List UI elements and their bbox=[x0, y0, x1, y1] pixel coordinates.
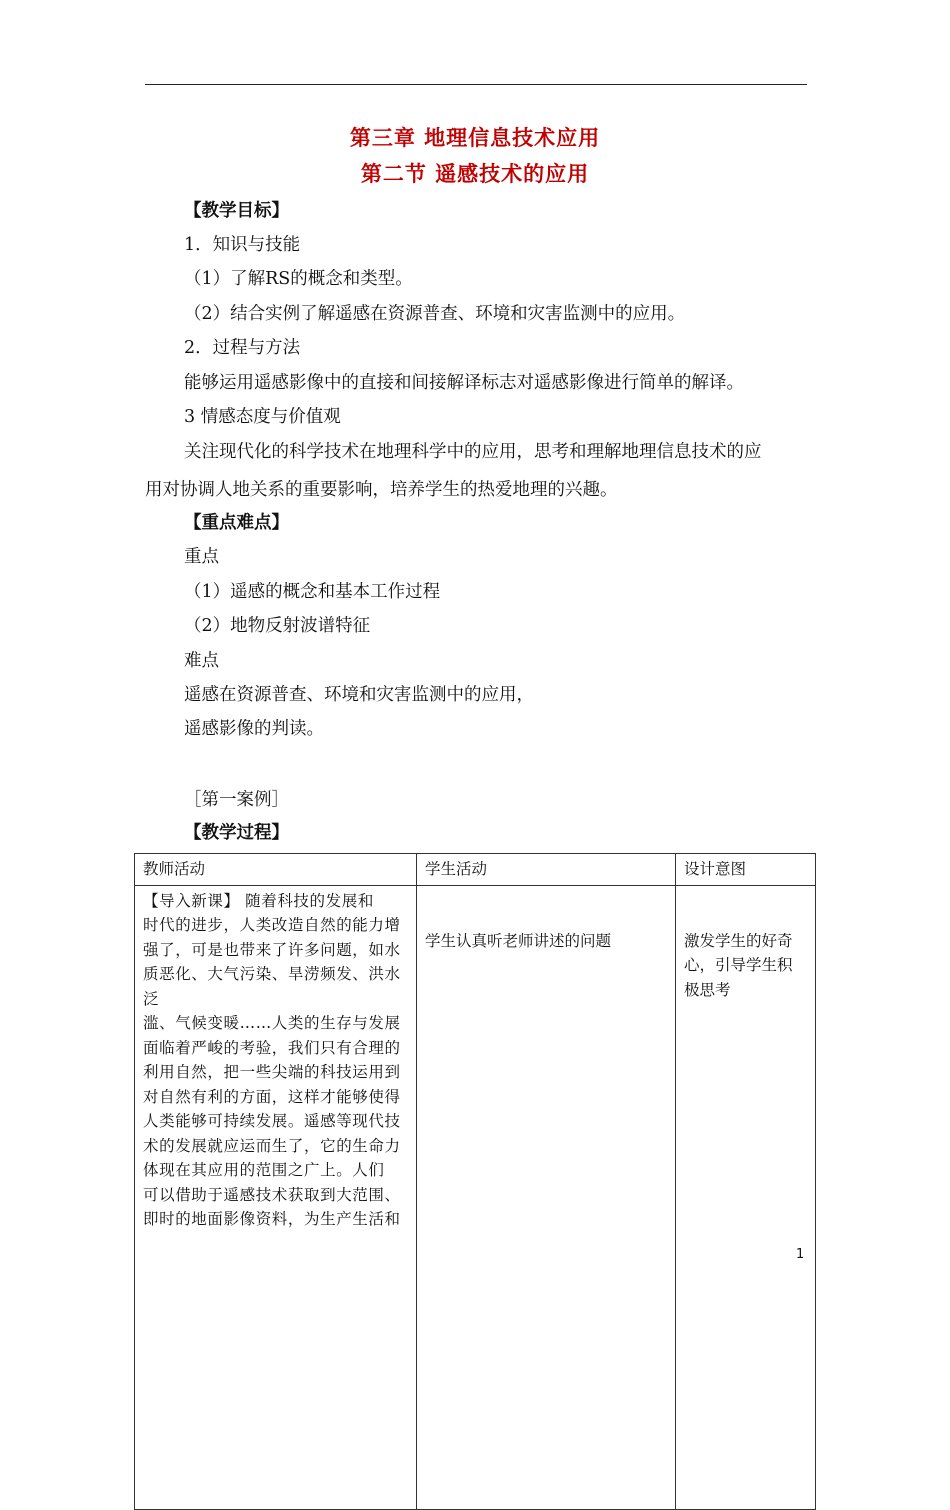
teacher-line: 对自然有利的方面，这样才能够使得 bbox=[143, 1087, 401, 1106]
key-point-line: （2）地物反射波谱特征 bbox=[184, 616, 371, 636]
page-number: 1 bbox=[796, 1247, 805, 1262]
key-point-line: （1）遥感的概念和基本工作过程 bbox=[184, 582, 441, 602]
header-rule bbox=[145, 84, 807, 85]
key-point-line: 重点 bbox=[184, 547, 219, 567]
student-activity-cell bbox=[417, 885, 676, 1509]
key-points-heading: 【重点难点】 bbox=[184, 513, 289, 533]
header-student-activity: 学生活动 bbox=[417, 854, 676, 886]
teacher-line: 术的发展就应运而生了，它的生命力 bbox=[143, 1136, 401, 1155]
teacher-line: 时代的进步，人类改造自然的能力增 bbox=[143, 916, 401, 934]
intent-line: 极思考 bbox=[684, 980, 731, 999]
header-design-intent: 设计意图 bbox=[676, 854, 816, 886]
teacher-line: 【导入新课】 随着科技的发展和 bbox=[143, 891, 374, 910]
objective-line: 用对协调人地关系的重要影响，培养学生的热爱地理的兴趣。 bbox=[145, 480, 618, 500]
objective-line: 关注现代化的科学技术在地理科学中的应用，思考和理解地理信息技术的应 bbox=[184, 442, 762, 462]
objectives-heading: 【教学目标】 bbox=[184, 201, 289, 221]
table-header-row bbox=[135, 854, 816, 886]
intent-line: 心，引导学生积 bbox=[684, 956, 793, 974]
objective-line: 2．过程与方法 bbox=[184, 338, 301, 358]
teacher-line: 体现在其应用的范围之广上。人们 bbox=[143, 1161, 385, 1179]
intent-line: 激发学生的好奇 bbox=[684, 931, 793, 950]
process-heading: 【教学过程】 bbox=[184, 823, 289, 843]
objective-line: 3 情感态度与价值观 bbox=[184, 407, 341, 427]
chapter-title: 第三章 地理信息技术应用 bbox=[349, 126, 601, 150]
design-intent-cell bbox=[676, 885, 816, 1509]
teacher-line: 即时的地面影像资料，为生产生活和 bbox=[143, 1210, 401, 1228]
teaching-process-table bbox=[134, 853, 816, 1510]
student-activity-text: 学生认真听老师讲述的问题 bbox=[425, 931, 612, 950]
objective-line: 能够运用遥感影像中的直接和间接解译标志对遥感影像进行简单的解译。 bbox=[184, 373, 744, 393]
teacher-line: 利用自然，把一些尖端的科技运用到 bbox=[143, 1063, 401, 1081]
teacher-line: 强了，可是也带来了许多问题，如水 bbox=[143, 940, 401, 959]
teacher-line: 人类能够可持续发展。遥感等现代技 bbox=[143, 1112, 401, 1130]
teacher-line: 质恶化、大气污染、旱涝频发、洪水泛 bbox=[143, 965, 401, 1008]
case-label: ［第一案例］ bbox=[184, 790, 289, 810]
objective-line: （1）了解RS的概念和类型。 bbox=[184, 269, 413, 289]
header-teacher-activity: 教师活动 bbox=[135, 854, 417, 886]
key-point-line: 遥感在资源普查、环境和灾害监测中的应用， bbox=[184, 685, 534, 705]
key-point-line: 难点 bbox=[184, 651, 219, 671]
section-title: 第二节 遥感技术的应用 bbox=[360, 162, 590, 186]
teacher-line: 面临着严峻的考验，我们只有合理的 bbox=[143, 1038, 401, 1057]
objective-line: 1．知识与技能 bbox=[184, 235, 301, 255]
table-row bbox=[135, 885, 816, 1509]
teacher-activity-cell bbox=[135, 885, 417, 1509]
teacher-line: 可以借助于遥感技术获取到大范围、 bbox=[143, 1185, 401, 1204]
teacher-line: 滥、气候变暖……人类的生存与发展 bbox=[143, 1014, 401, 1032]
objective-line: （2）结合实例了解遥感在资源普查、环境和灾害监测中的应用。 bbox=[184, 304, 686, 324]
key-point-line: 遥感影像的判读。 bbox=[184, 719, 324, 739]
